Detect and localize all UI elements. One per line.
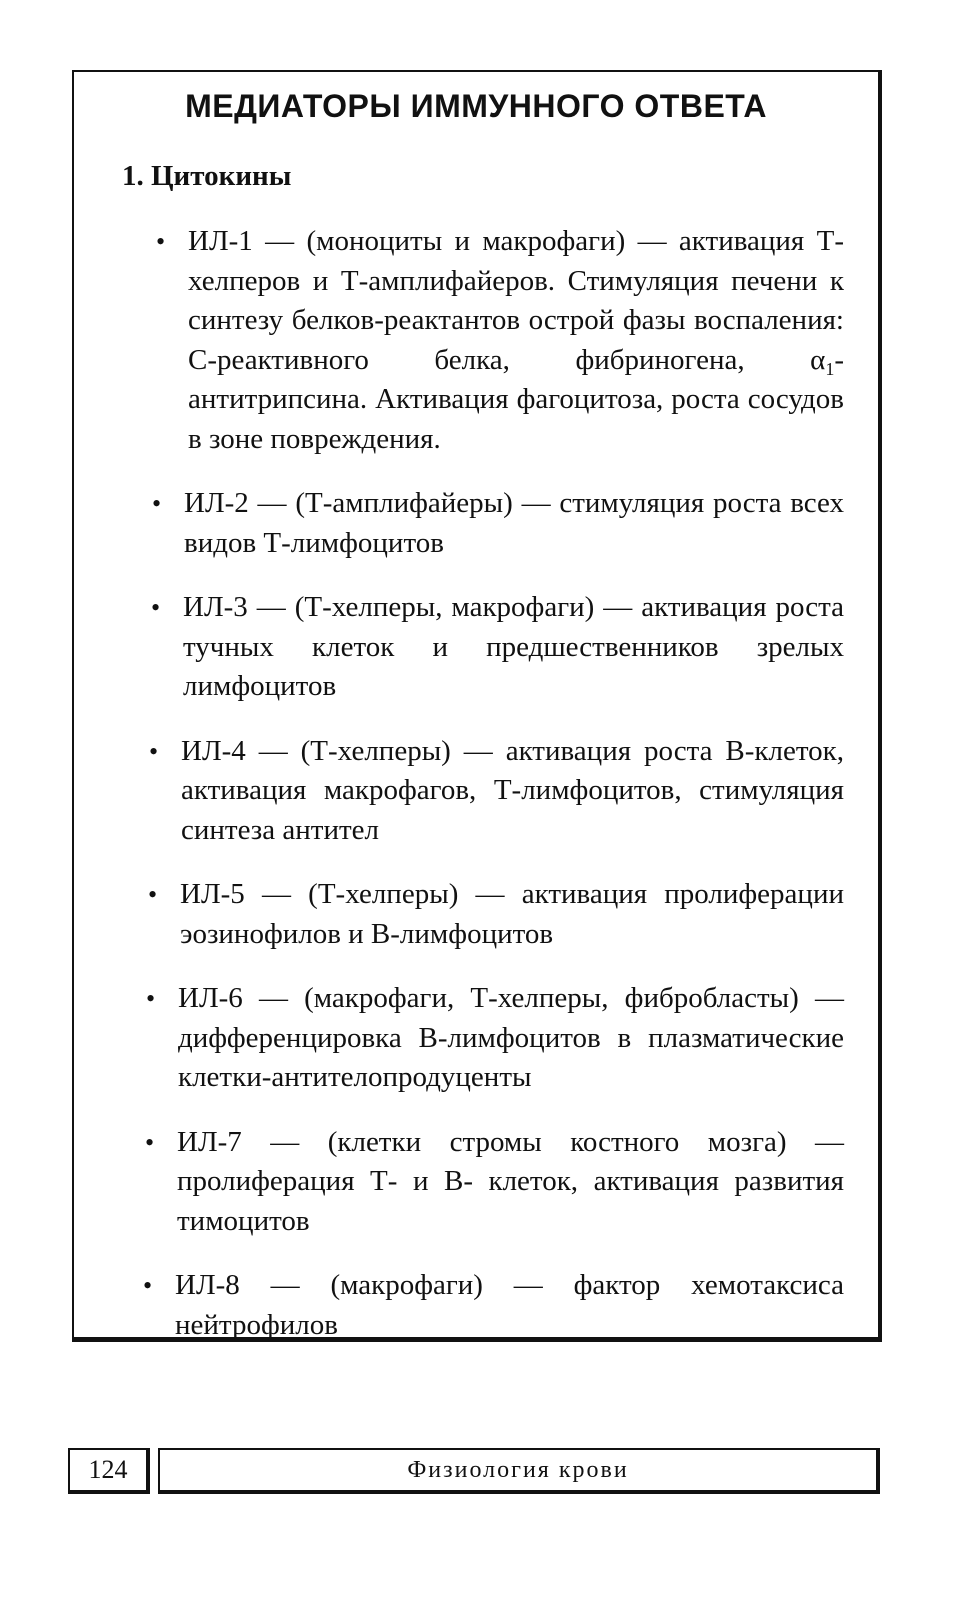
- page-title: МЕДИАТОРЫ ИММУННОГО ОТВЕТА: [185, 88, 767, 124]
- list-item-il3: [74, 588, 878, 707]
- list-item-il7: [74, 1123, 878, 1242]
- running-title: Физиология крови: [158, 1448, 880, 1494]
- bullet-icon: •: [145, 1127, 155, 1157]
- subscript: 1: [825, 358, 835, 379]
- item-text: ИЛ-6 — (макрофаги, Т-хелперы, фибробласты) — дифференцировка В-лимфоцитов в плазматические клетки-антителопродуценты: [178, 982, 844, 1093]
- bullet-icon: •: [152, 489, 162, 518]
- list-item-il4: [74, 732, 878, 851]
- bullet-icon: •: [148, 880, 158, 909]
- list-item-il1: [74, 222, 878, 459]
- section-title: 1. Цитокины: [122, 160, 292, 192]
- page-number: 124: [68, 1448, 150, 1494]
- item-text: ИЛ-1 — (моноциты и макрофаги) — активация Т-хелперов и Т-амплифайеров. Стимуляция печени к синтезу белков-реактантов острой фазы воспаления: С-реактивного белка, фибриногена, α: [188, 225, 844, 376]
- item-text: ИЛ-4 — (Т-хелперы) — активация роста В-клеток, активация макрофагов, Т-лимфоцитов, стимуляция синтеза антител: [181, 734, 844, 846]
- content-box: [72, 70, 882, 1342]
- bullet-icon: •: [149, 736, 159, 766]
- list-item-il5: [74, 875, 878, 954]
- list-item-il6: [74, 979, 878, 1098]
- list-item-il8: [74, 1266, 878, 1345]
- bullet-icon: •: [146, 984, 156, 1013]
- item-text: ИЛ-7 — (клетки стромы костного мозга) — пролиферация Т- и В- клеток, активация развития тимоцитов: [177, 1125, 844, 1237]
- item-text: ИЛ-3 — (Т-хелперы, макрофаги) — активация роста тучных клеток и предшественников зрелых лимфоцитов: [183, 591, 844, 702]
- list-item-il2: [74, 484, 878, 563]
- item-text-continued: -антитрипсина. Активация фагоцитоза, роста сосудов в зоне повреждения.: [188, 343, 844, 455]
- bullet-icon: •: [156, 227, 166, 256]
- item-text: ИЛ-2 — (Т-амплифайеры) — стимуляция роста всех видов Т-лимфоцитов: [184, 487, 844, 559]
- bullet-icon: •: [143, 1271, 153, 1300]
- item-text: ИЛ-5 — (Т-хелперы) — активация пролиферации эозинофилов и В-лимфоцитов: [180, 878, 844, 950]
- cytokine-list: [74, 222, 878, 1370]
- item-text: ИЛ-8 — (макрофаги) — фактор хемотаксиса нейтрофилов: [175, 1269, 844, 1341]
- bullet-icon: •: [151, 593, 161, 622]
